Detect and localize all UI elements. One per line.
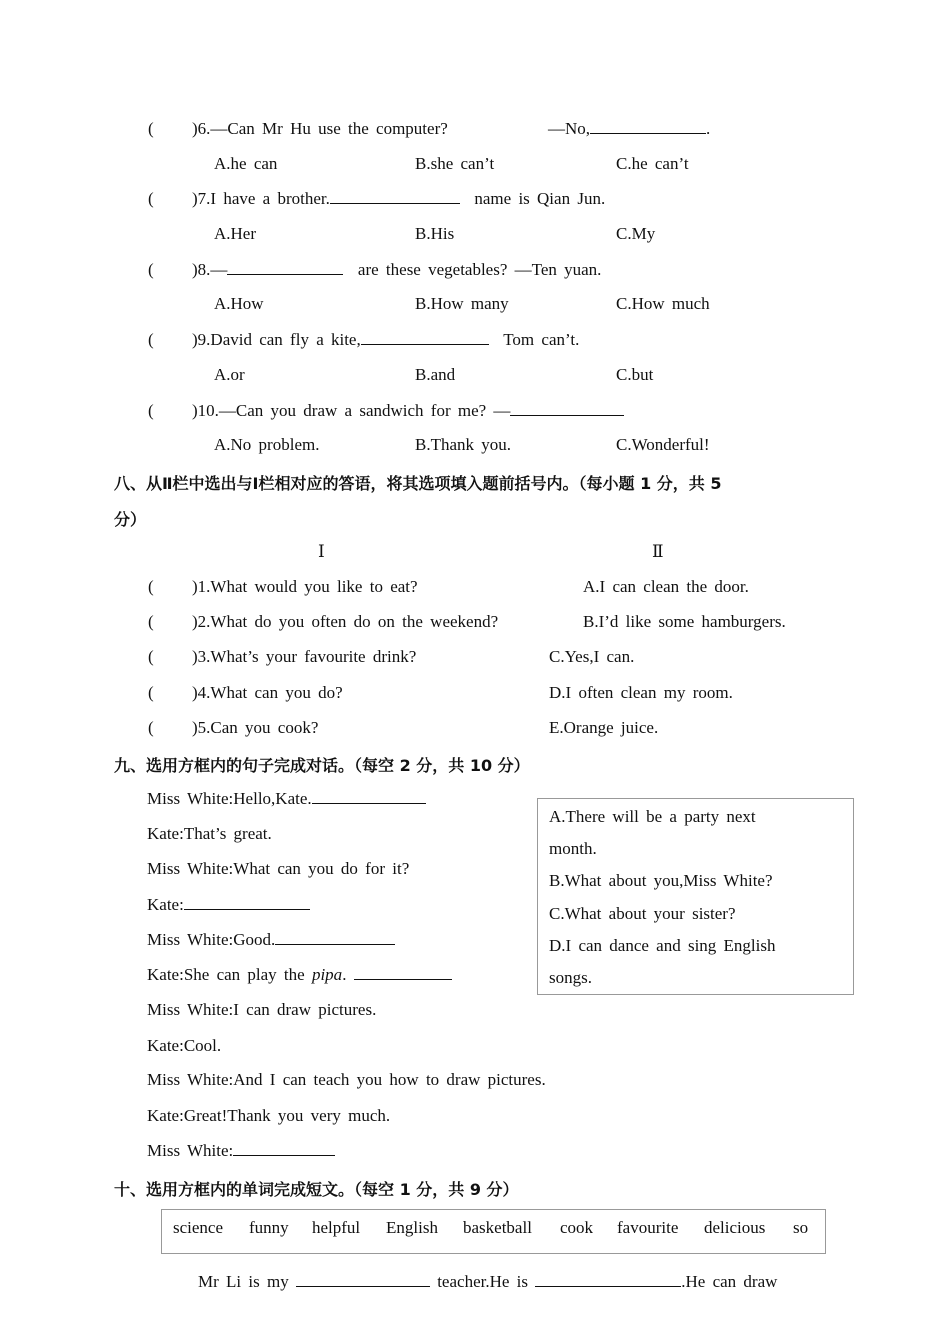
question-text: — bbox=[210, 260, 228, 279]
option-a: A.he can bbox=[214, 154, 278, 173]
answer-blank[interactable] bbox=[354, 965, 452, 980]
dialogue-line bbox=[147, 789, 426, 809]
word-bank-item: science bbox=[173, 1218, 224, 1237]
question-text: David can fly a kite, bbox=[210, 330, 361, 349]
options-box bbox=[537, 798, 854, 995]
option-a: A.Her bbox=[214, 224, 257, 243]
match-answer: D.I often clean my room. bbox=[549, 683, 733, 702]
question-text-tail: are these vegetables? —Ten yuan. bbox=[357, 260, 602, 279]
answer-bracket[interactable]: ( bbox=[148, 683, 154, 702]
word-bank-item: cook bbox=[560, 1218, 594, 1237]
bracket-close: ) bbox=[192, 401, 198, 420]
option-c: C.but bbox=[616, 365, 654, 384]
answer-blank[interactable] bbox=[535, 1272, 681, 1287]
option-b: B.How many bbox=[415, 294, 509, 313]
option-c: C.How much bbox=[616, 294, 710, 313]
answer-bracket[interactable]: ( bbox=[148, 612, 154, 631]
question-number: 7 bbox=[197, 189, 207, 208]
answer-bracket[interactable]: ( bbox=[148, 189, 154, 208]
option-b: B.His bbox=[415, 224, 455, 243]
word-bank-item: delicious bbox=[704, 1218, 766, 1237]
dialogue-text: Miss White:Good. bbox=[147, 930, 276, 949]
match-question: 4.What can you do? bbox=[197, 683, 343, 702]
passage-text: Mr Li is my bbox=[198, 1272, 296, 1291]
option-c: C.My bbox=[616, 224, 656, 243]
option-d-line2: songs. bbox=[549, 968, 592, 987]
dialogue-line: Miss White:What can you do for it? bbox=[147, 859, 410, 878]
dialogue-line: Kate:Cool. bbox=[147, 1036, 222, 1055]
word-bank-box bbox=[161, 1209, 826, 1254]
match-question: 5.Can you cook? bbox=[197, 718, 319, 737]
bracket-close: ) bbox=[192, 330, 198, 349]
column-1-label: Ⅰ bbox=[318, 542, 325, 561]
word-bank-item: helpful bbox=[312, 1218, 361, 1237]
option-c: C.What about your sister? bbox=[549, 904, 736, 923]
option-d-line1: D.I can dance and sing English bbox=[549, 936, 776, 955]
section-9-heading: 九、选用方框内的句子完成对话。（每空 2 分，共 10 分） bbox=[114, 756, 530, 775]
answer-blank[interactable] bbox=[227, 260, 343, 275]
section-10-heading: 十、选用方框内的单词完成短文。（每空 1 分，共 9 分） bbox=[114, 1180, 519, 1199]
option-a: A.No problem. bbox=[214, 435, 320, 454]
bracket-close: ) bbox=[192, 189, 198, 208]
answer-blank[interactable] bbox=[296, 1272, 430, 1287]
answer-bracket[interactable]: ( bbox=[148, 401, 154, 420]
answer-blank[interactable] bbox=[233, 1141, 335, 1156]
question-text-tail: name is Qian Jun. bbox=[474, 189, 606, 208]
match-question: 2.What do you often do on the weekend? bbox=[197, 612, 499, 631]
question-text: —Can Mr Hu use the computer? bbox=[210, 119, 448, 138]
answer-blank[interactable] bbox=[361, 330, 489, 345]
dialogue-text: Miss White:Hello,Kate. bbox=[147, 789, 312, 808]
dialogue-text: Kate:She can play the bbox=[147, 965, 312, 984]
dialogue-line: Miss White:I can draw pictures. bbox=[147, 1000, 377, 1019]
match-answer: A.I can clean the door. bbox=[583, 577, 749, 596]
option-a-line1: A.There will be a party next bbox=[549, 807, 756, 826]
option-b: B.What about you,Miss White? bbox=[549, 871, 773, 890]
match-question: 3.What’s your favourite drink? bbox=[197, 647, 417, 666]
bracket-close: ) bbox=[192, 260, 198, 279]
match-answer: B.I’d like some hamburgers. bbox=[583, 612, 786, 631]
match-answer: E.Orange juice. bbox=[549, 718, 659, 737]
passage-text: teacher.He is bbox=[429, 1272, 536, 1291]
answer-blank[interactable] bbox=[184, 895, 310, 910]
option-a: A.How bbox=[214, 294, 264, 313]
dialogue-text: . bbox=[342, 965, 354, 984]
answer-blank[interactable] bbox=[330, 189, 460, 204]
question-text-tail: —No, bbox=[548, 119, 591, 138]
section-8-heading-cont: 分） bbox=[114, 510, 147, 529]
answer-blank[interactable] bbox=[590, 119, 706, 134]
bracket-close: ) bbox=[192, 612, 198, 631]
dialogue-text: Kate: bbox=[147, 895, 184, 914]
bracket-close: ) bbox=[192, 718, 198, 737]
passage-text: .He can draw bbox=[681, 1272, 778, 1291]
answer-bracket[interactable]: ( bbox=[148, 718, 154, 737]
question-number: 8 bbox=[197, 260, 207, 279]
answer-bracket[interactable]: ( bbox=[148, 119, 154, 138]
match-question: 1.What would you like to eat? bbox=[197, 577, 418, 596]
answer-blank[interactable] bbox=[312, 789, 426, 804]
question-number: 6 bbox=[197, 119, 207, 138]
question-text-tail: Tom can’t. bbox=[503, 330, 580, 349]
dialogue-line: Kate:Great!Thank you very much. bbox=[147, 1106, 391, 1125]
answer-bracket[interactable]: ( bbox=[148, 577, 154, 596]
option-c: C.he can’t bbox=[616, 154, 689, 173]
column-2-label: Ⅱ bbox=[652, 542, 664, 561]
bracket-close: ) bbox=[192, 647, 198, 666]
word-bank-item: basketball bbox=[463, 1218, 532, 1237]
option-c: C.Wonderful! bbox=[616, 435, 710, 454]
dialogue-line bbox=[147, 1141, 335, 1161]
answer-bracket[interactable]: ( bbox=[148, 330, 154, 349]
word-bank-item: funny bbox=[249, 1218, 289, 1237]
option-b: B.Thank you. bbox=[415, 435, 512, 454]
option-a: A.or bbox=[214, 365, 245, 384]
answer-blank[interactable] bbox=[275, 930, 395, 945]
option-a-line2: month. bbox=[549, 839, 597, 858]
answer-blank[interactable] bbox=[510, 401, 624, 416]
dialogue-line: Kate:That’s great. bbox=[147, 824, 272, 843]
word-bank-item: favourite bbox=[617, 1218, 679, 1237]
dialogue-line bbox=[147, 895, 310, 915]
answer-bracket[interactable]: ( bbox=[148, 260, 154, 279]
answer-bracket[interactable]: ( bbox=[148, 647, 154, 666]
italic-word: pipa bbox=[311, 965, 343, 984]
dialogue-text: Miss White: bbox=[147, 1141, 234, 1160]
period: . bbox=[706, 119, 711, 138]
option-b: B.she can’t bbox=[415, 154, 495, 173]
bracket-close: ) bbox=[192, 119, 198, 138]
match-answer: C.Yes,I can. bbox=[549, 647, 635, 666]
question-number: 9 bbox=[197, 330, 207, 349]
word-bank-item: so bbox=[793, 1218, 809, 1237]
bracket-close: ) bbox=[192, 577, 198, 596]
dialogue-line: Miss White:And I can teach you how to draw pictures. bbox=[147, 1070, 546, 1089]
question-number: 10 bbox=[197, 401, 215, 420]
word-bank-item: English bbox=[386, 1218, 438, 1237]
passage-line bbox=[198, 1272, 777, 1292]
dialogue-line bbox=[147, 965, 452, 985]
section-8-heading: 八、从Ⅱ栏中选出与Ⅰ栏相对应的答语，将其选项填入题前括号内。（每小题 1 分，共 5 bbox=[114, 474, 722, 493]
bracket-close: ) bbox=[192, 683, 198, 702]
option-b: B.and bbox=[415, 365, 456, 384]
question-text: —Can you draw a sandwich for me? — bbox=[218, 401, 511, 420]
question-text: I have a brother. bbox=[210, 189, 330, 208]
dialogue-line bbox=[147, 930, 395, 950]
